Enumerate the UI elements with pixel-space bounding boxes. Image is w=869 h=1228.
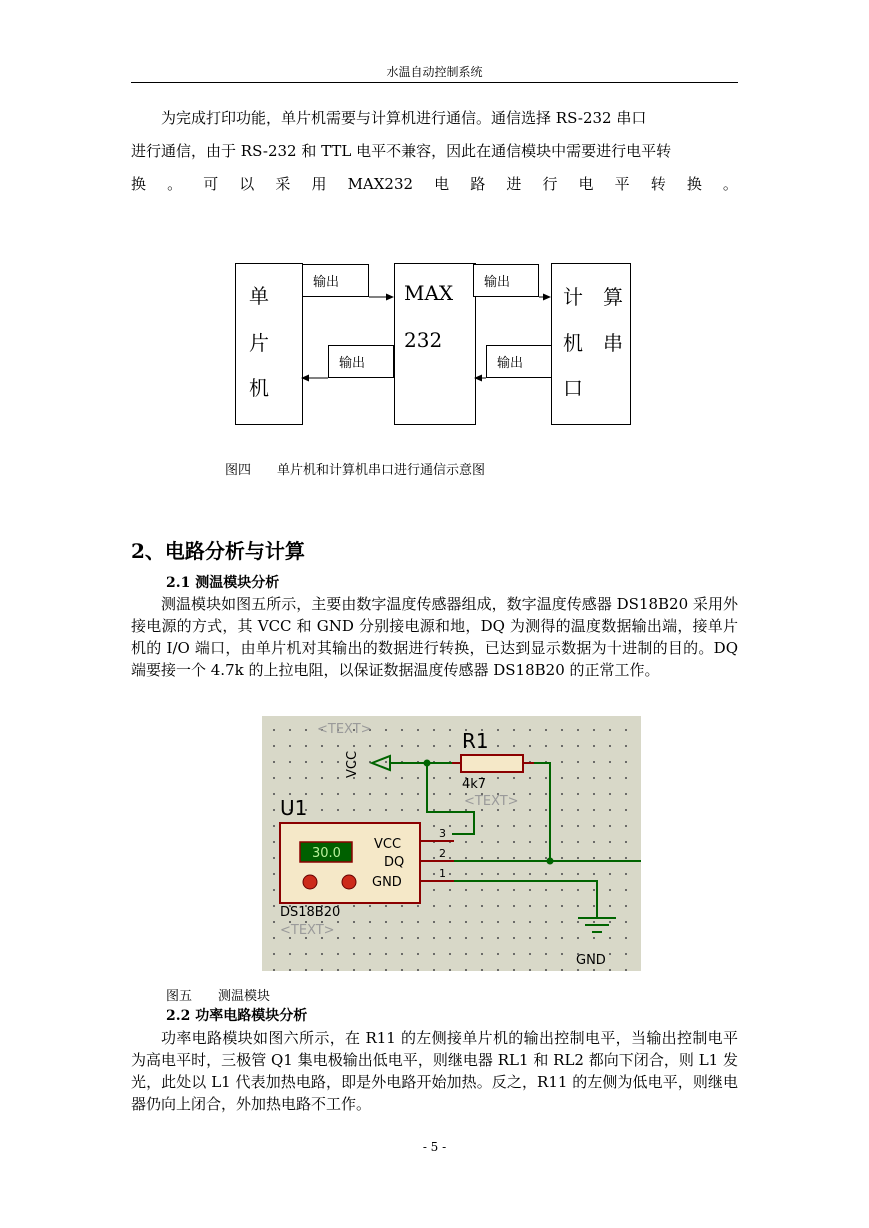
intro-line-3-char: 转 [650, 175, 666, 193]
intro-line-3-char: 。 [722, 175, 738, 193]
pin-vcc-label: VCC [374, 837, 402, 852]
text-tag-top: <TEXT> [317, 722, 372, 737]
arrowhead-left-2-icon [474, 375, 482, 382]
intro-line-3-char: 用 [311, 175, 327, 193]
page-number: - 5 - [422, 1140, 447, 1154]
r1-label: R1 [462, 729, 489, 753]
intro-line-3-char: 电 [434, 175, 450, 193]
junction-vcc [424, 760, 431, 767]
intro-line-1: 为完成打印功能，单片机需要与计算机进行通信。通信选择 RS-232 串口 [161, 109, 647, 127]
intro-line-3-char: 换 [131, 175, 147, 193]
text-tag-u1: <TEXT> [280, 923, 335, 938]
intro-line-3-char: 采 [275, 175, 291, 193]
subsection-2-1-title: 2.1 测温模块分析 [166, 575, 280, 591]
intro-line-3-char: 以 [239, 175, 255, 193]
mcu-label-2: 片 [249, 331, 269, 355]
pin2-number: 2 [439, 847, 446, 860]
schematic-drawing [262, 716, 641, 971]
arrowhead-right-2-icon [543, 294, 551, 301]
r1-resistor-icon [461, 755, 523, 772]
figure4-arrows [0, 0, 869, 500]
intro-line-3-char: 路 [470, 175, 486, 193]
mcu-label-1: 单 [249, 284, 269, 308]
gnd-label: GND [576, 953, 606, 968]
intro-line-3-char: 平 [614, 175, 630, 193]
max232-label-1: MAX [404, 281, 454, 305]
intro-line-3-char: MAX232 [347, 175, 414, 193]
button-up-icon [342, 875, 356, 889]
intro-line-3-char: 电 [578, 175, 594, 193]
intro-line-3-char: 行 [542, 175, 558, 193]
subsection-2-2-text: 功率电路模块如图六所示，在 R11 的左侧接单片机的输出控制电平，当输出控制电平为高电平时，三极管 Q1 集电极输出低电平，则继电器 RL1 和 RL2 都向下闭合，则 L1 发光，此处以 L1 代表加热电路，即是外电路开始加热。反之，R11 的左侧为低电平，则继电器仍向上闭合，外加热电路不工作。 [131, 1029, 738, 1113]
r1-value: 4k7 [462, 777, 487, 792]
text-tag-r1: <TEXT> [464, 794, 519, 809]
pc-label-3: 口 [563, 376, 583, 400]
part-label: DS18B20 [280, 905, 341, 920]
button-down-icon [303, 875, 317, 889]
subsection-2-2-title: 2.2 功率电路模块分析 [166, 1008, 308, 1024]
output-label-2: 输出 [473, 264, 539, 297]
u1-label: U1 [280, 796, 308, 820]
arrowhead-right-1-icon [386, 294, 394, 301]
arrowhead-left-1-icon [301, 375, 309, 382]
intro-line-3-char: 可 [203, 175, 219, 193]
pin-dq-label: DQ [384, 855, 405, 870]
vcc-terminal-icon [372, 756, 390, 770]
gnd-wire [452, 881, 597, 918]
intro-line-3-char: 。 [167, 175, 183, 193]
temperature-module-schematic [262, 716, 641, 971]
section-title: 2、电路分析与计算 [131, 539, 305, 563]
output-label-1: 输出 [302, 264, 369, 297]
intro-line-2: 进行通信，由于 RS-232 和 TTL 电平不兼容，因此在通信模块中需要进行电平转 [131, 142, 672, 160]
running-header: 水温自动控制系统 [386, 65, 483, 79]
output-label-3: 输出 [328, 345, 394, 378]
output-label-4: 输出 [486, 345, 552, 378]
intro-line-3-char: 进 [506, 175, 522, 193]
mcu-label-3: 机 [249, 376, 269, 400]
junction-dq [547, 858, 554, 865]
display-value: 30.0 [312, 846, 341, 861]
pin3-number: 3 [439, 827, 446, 840]
r1-to-dq-wire [522, 763, 550, 861]
pc-label-1: 计 算 [563, 285, 623, 309]
figure4-caption: 图四 单片机和计算机串口进行通信示意图 [225, 463, 486, 478]
figure5-caption: 图五 测温模块 [166, 989, 271, 1004]
pin1-number: 1 [439, 867, 446, 880]
pc-label-2: 机 串 [563, 331, 623, 355]
intro-line-3-char: 换 [686, 175, 702, 193]
pin-gnd-label: GND [372, 875, 402, 890]
subsection-2-1-text: 测温模块如图五所示，主要由数字温度传感器组成，数字温度传感器 DS18B20 采用外接电源的方式，其 VCC 和 GND 分别接电源和地，DQ 为测得的温度数据输出端，接单片机的 I/O 端口，由单片机对其输出的数据进行转换，已达到显示数据为十进制的目的。DQ 端要接一个 4.7k 的上拉电阻，以保证数据温度传感器 DS18B20 的正常工作。 [131, 595, 738, 679]
vcc-label: VCC [345, 750, 360, 778]
max232-label-2: 232 [404, 328, 443, 352]
